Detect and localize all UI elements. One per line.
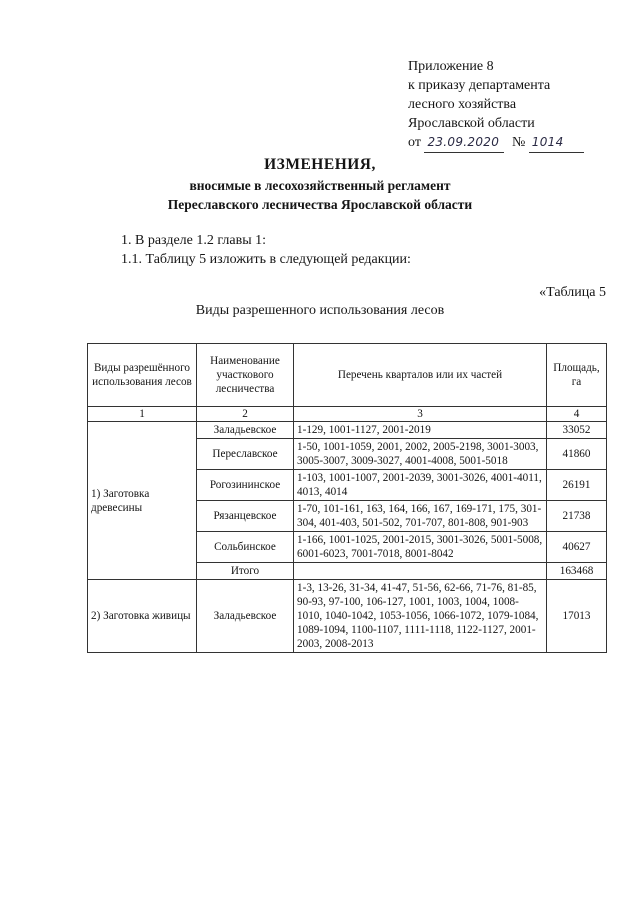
empty-cell [294, 563, 547, 580]
quarters-cell: 1-103, 1001-1007, 2001-2039, 3001-3026, 4001-4011, 4013, 4014 [294, 470, 547, 501]
forest-use-table [87, 343, 607, 653]
table-number-label: «Таблица 5 [539, 285, 606, 300]
handwritten-number: 1014 [531, 135, 564, 149]
table-column-numbers-row [88, 407, 607, 422]
quarters-cell: 1-3, 13-26, 31-34, 41-47, 51-56, 62-66, 71-76, 81-85, 90-93, 97-100, 106-127, 1001, 1003, 1004, 1008-1010, 1040-1042, 1053-1056, 1066-1072, 1079-1084, 1089-1094, 1100-1107, 1111-1118, 1122-1127, 2001-2003, 2008-2013 [294, 580, 547, 653]
total-area: 163468 [547, 563, 607, 580]
use-type-cell: 2) Заготовка живицы [88, 580, 197, 653]
appendix-line-3: лесного хозяйства [408, 97, 517, 112]
quarters-cell: 1-129, 1001-1127, 2001-2019 [294, 422, 547, 439]
from-label: от [408, 135, 421, 150]
area-cell: 21738 [547, 501, 607, 532]
column-number: 4 [547, 407, 607, 422]
table-row [88, 422, 607, 439]
appendix-line-1: Приложение 8 [408, 59, 494, 74]
area-cell: 26191 [547, 470, 607, 501]
table-row [88, 580, 607, 653]
document-title: ИЗМЕНЕНИЯ, [264, 156, 376, 173]
column-number: 3 [294, 407, 547, 422]
forestry-cell: Рязанцевское [197, 501, 294, 532]
header-forestry-name: Наименование участкового лесничества [197, 344, 294, 407]
quarters-cell: 1-70, 101-161, 163, 164, 166, 167, 169-171, 175, 301-304, 401-403, 501-502, 701-707, 801-808, 901-903 [294, 501, 547, 532]
area-cell: 40627 [547, 532, 607, 563]
document-subtitle-1: вносимые в лесохозяйственный регламент [189, 178, 451, 193]
number-label: № [511, 135, 526, 150]
area-cell: 33052 [547, 422, 607, 439]
area-cell: 41860 [547, 439, 607, 470]
appendix-line-4: Ярославской области [408, 116, 535, 131]
header-quarters-list: Перечень кварталов или их частей [294, 344, 547, 407]
column-number: 1 [88, 407, 197, 422]
quarters-cell: 1-166, 1001-1025, 2001-2015, 3001-3026, 5001-5008, 6001-6023, 7001-7018, 8001-8042 [294, 532, 547, 563]
use-type-cell: 1) Заготовка древесины [88, 422, 197, 580]
number-field [529, 133, 584, 153]
appendix-block [408, 57, 623, 153]
appendix-line-2: к приказу департамента [408, 78, 551, 93]
paragraph-1-1: 1.1. Таблицу 5 изложить в следующей редакции: [121, 252, 411, 267]
forestry-cell: Заладьевское [197, 422, 294, 439]
area-cell: 17013 [547, 580, 607, 653]
total-label: Итого [197, 563, 294, 580]
table-header-row [88, 344, 607, 407]
forestry-cell: Переславское [197, 439, 294, 470]
appendix-date-line [408, 133, 623, 153]
header-use-type: Виды разрешённого использования лесов [88, 344, 197, 407]
quarters-cell: 1-50, 1001-1059, 2001, 2002, 2005-2198, 3001-3003, 3005-3007, 3009-3027, 4001-4008, 5001-5018 [294, 439, 547, 470]
handwritten-date: 23.09.2020 [427, 135, 500, 149]
forestry-cell: Рогозининское [197, 470, 294, 501]
document-subtitle-2: Переславского лесничества Ярославской области [167, 197, 473, 212]
paragraph-1: 1. В разделе 1.2 главы 1: [121, 233, 267, 248]
forestry-cell: Заладьевское [197, 580, 294, 653]
table-caption: Виды разрешенного использования лесов [195, 303, 445, 318]
forestry-cell: Сольбинское [197, 532, 294, 563]
column-number: 2 [197, 407, 294, 422]
date-field [424, 133, 504, 153]
header-area: Площадь, га [547, 344, 607, 407]
